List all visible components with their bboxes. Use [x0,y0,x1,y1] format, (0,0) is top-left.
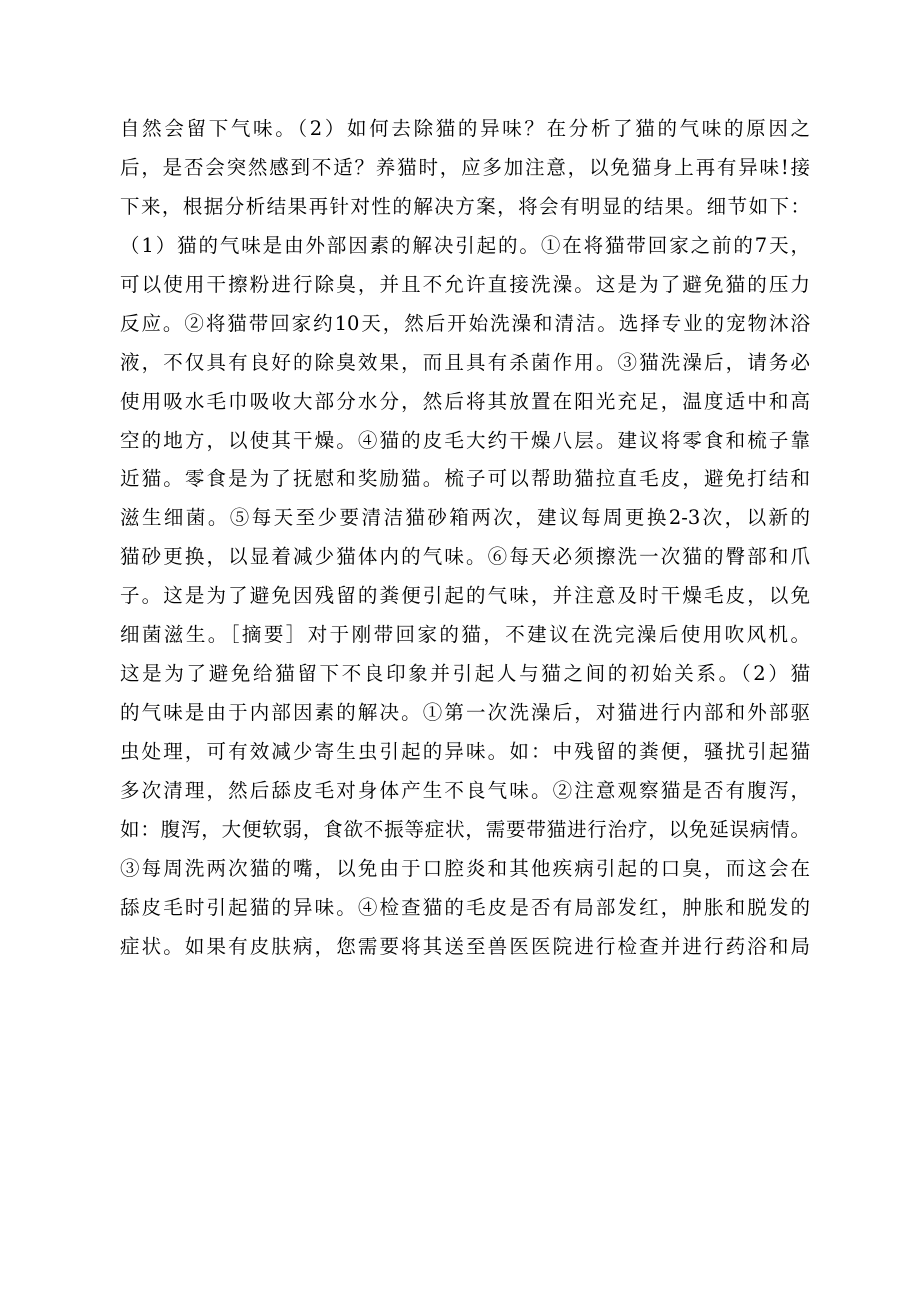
text-line-11: 滋生细菌。⑤每天至少要清洁猫砂箱两次，建议每周更换2-3次，以新的 [120,506,810,530]
text-line-14: 细菌滋生。［摘要］对于刚带回家的猫，不建议在洗完澡后使用吹风机。 [120,623,810,647]
text-line-19: 如：腹泻，大便软弱，食欲不振等症状，需要带猫进行治疗，以免延误病情。 [120,817,810,841]
text-line-13: 子。这是为了避免因残留的粪便引起的气味，并注意及时干燥毛皮，以免 [120,584,810,608]
text-line-6: 反应。②将猫带回家约10天，然后开始洗澡和清洁。选择专业的宠物沐浴 [120,311,810,335]
text-line-22: 症状。如果有皮肤病，您需要将其送至兽医医院进行检查并进行药浴和局 [120,934,810,958]
text-line-20: ③每周洗两次猫的嘴，以免由于口腔炎和其他疾病引起的口臭，而这会在 [120,856,810,880]
text-line-4: （1）猫的气味是由外部因素的解决引起的。①在将猫带回家之前的7天， [120,233,810,257]
text-line-10: 近猫。零食是为了抚慰和奖励猫。梳子可以帮助猫拉直毛皮，避免打结和 [120,467,810,491]
text-line-16: 的气味是由于内部因素的解决。①第一次洗澡后，对猫进行内部和外部驱 [120,701,810,725]
text-line-8: 使用吸水毛巾吸收大部分水分，然后将其放置在阳光充足，温度适中和高 [120,389,810,413]
text-line-12: 猫砂更换，以显着减少猫体内的气味。⑥每天必须擦洗一次猫的臀部和爪 [120,545,810,569]
body-text [120,110,810,967]
text-line-15: 这是为了避免给猫留下不良印象并引起人与猫之间的初始关系。（2）猫 [120,662,810,686]
text-line-21: 舔皮毛时引起猫的异味。④检查猫的毛皮是否有局部发红，肿胀和脱发的 [120,895,810,919]
text-line-7: 液，不仅具有良好的除臭效果，而且具有杀菌作用。③猫洗澡后，请务必 [120,350,810,374]
text-line-9: 空的地方，以使其干燥。④猫的皮毛大约干燥八层。建议将零食和梳子靠 [120,428,810,452]
text-line-17: 虫处理，可有效减少寄生虫引起的异味。如：中残留的粪便，骚扰引起猫 [120,740,810,763]
text-line-2: 后，是否会突然感到不适？养猫时，应多加注意，以免猫身上再有异味!接 [120,155,810,179]
text-line-18: 多次清理，然后舔皮毛对身体产生不良气味。②注意观察猫是否有腹泻， [120,778,810,802]
text-line-5: 可以使用干擦粉进行除臭，并且不允许直接洗澡。这是为了避免猫的压力 [120,272,810,296]
text-line-3: 下来，根据分析结果再针对性的解决方案，将会有明显的结果。细节如下： [120,194,810,218]
text-line-1: 自然会留下气味。（2）如何去除猫的异味？在分析了猫的气味的原因之 [120,117,810,140]
